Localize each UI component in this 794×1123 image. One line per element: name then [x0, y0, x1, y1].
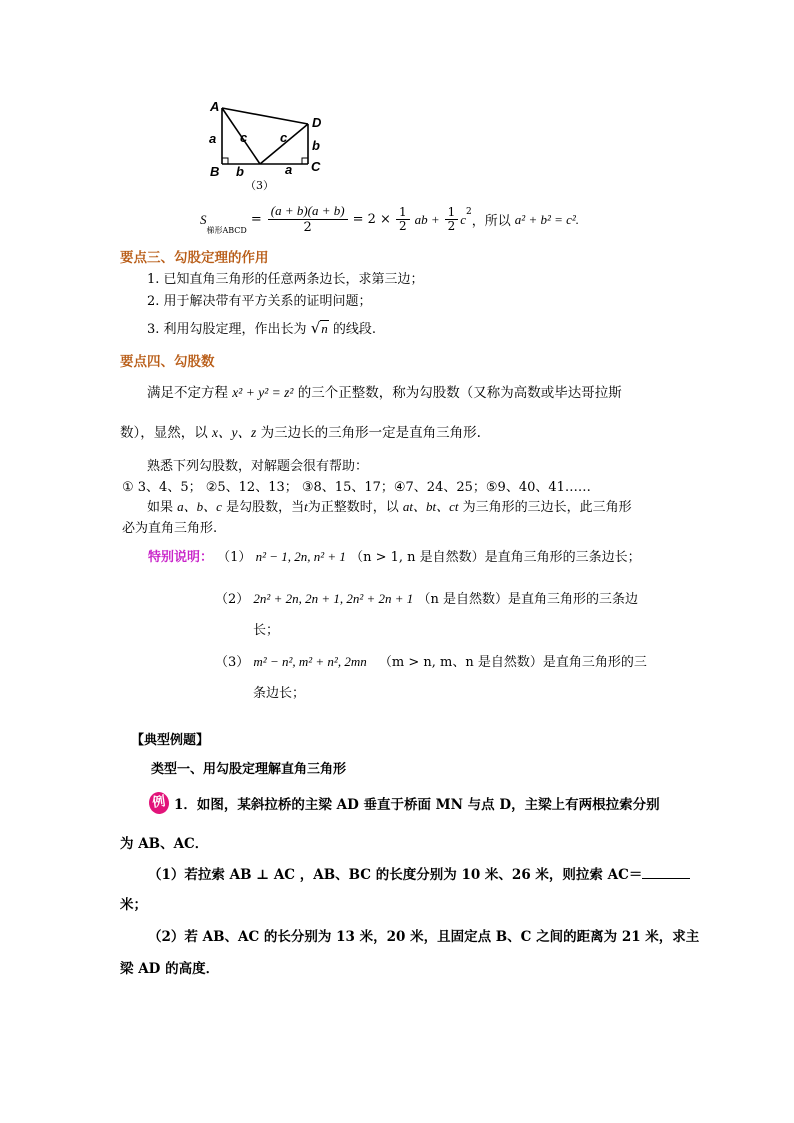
label-side-a-bottom: a	[285, 162, 293, 177]
right-angle-B	[222, 158, 228, 164]
line2-suffix: 为三边长的三角形一定是直角三角形.	[260, 425, 481, 441]
half-num: 1	[396, 206, 410, 220]
example-1-sub1	[148, 863, 690, 883]
special-note-2	[215, 588, 638, 607]
label-side-c-left: c	[240, 130, 248, 145]
section4-line5	[147, 496, 632, 515]
example-1-sub1-cont: 米；	[120, 897, 147, 913]
formula-c2-exp: 2	[466, 207, 472, 217]
special-2-index: （2）	[215, 592, 250, 607]
label-A: A	[210, 99, 220, 114]
right-angle-C	[302, 158, 308, 164]
label-side-a-left: a	[209, 131, 217, 146]
line5-c: 为正整数时，以	[307, 500, 399, 515]
pythagorean-triples: ① 3、4、5； ②5、12、13； ③8、15、17；④7、24、25；⑤9、40、41……	[122, 480, 591, 495]
section4-line3: 熟悉下列勾股数，对解题会很有帮助：	[147, 459, 369, 474]
formula-ab: ab +	[414, 211, 440, 227]
example-1-line1	[149, 792, 660, 814]
example-badge: 例	[148, 791, 171, 816]
special-2-expr: 2n² + 2n, 2n + 1, 2n² + 2n + 1	[253, 591, 414, 606]
special-1-index: （1）	[217, 550, 252, 565]
section4-line1	[147, 381, 622, 401]
line2-vars: x、y、z	[212, 425, 257, 440]
example-1-line2: 为 AB、AC．	[120, 836, 209, 852]
special-3-cond: （m > n, m、n 是自然数）是直角三角形的三	[378, 655, 647, 670]
formula-eq2: = 2 ×	[352, 212, 391, 227]
formula-denominator: 2	[303, 220, 312, 235]
label-side-c-right: c	[280, 130, 288, 145]
special-note-2-cont: 长；	[253, 623, 280, 638]
label-C: C	[311, 159, 321, 174]
example-1-text: 1．如图，某斜拉桥的主梁 AD 垂直于桥面 MN 与点 D，主梁上有两根拉索分别	[174, 797, 660, 813]
section3-item3-sqrt: n	[321, 321, 328, 336]
formula-s-sub: 梯形ABCD	[206, 226, 247, 235]
section3-item3: 3. 利用勾股定理，作出长为 √n 的线段.	[147, 319, 377, 337]
formula-suffix: ，所以	[471, 214, 511, 229]
line1-suffix: 的三个正整数，称为勾股数（又称为高数或毕达哥拉斯	[297, 385, 622, 401]
type1-title: 类型一、用勾股定理解直角三角形	[151, 762, 347, 777]
special-1-expr: n² − 1, 2n, n² + 1	[255, 549, 346, 564]
sub1-text: （1）若拉索 AB ⊥ AC ，AB、BC 的长度分别为 10 米、26 米，则拉索 AC＝	[148, 867, 643, 883]
line5-b: 是勾股数，当	[226, 500, 305, 515]
section3-title: 要点三、勾股定理的作用	[120, 250, 269, 266]
answer-blank[interactable]	[642, 866, 690, 879]
line5-d: 为三角形的三边长，此三角形	[462, 500, 632, 515]
area-formula	[200, 203, 579, 236]
label-B: B	[210, 164, 220, 179]
special-note-3	[215, 651, 647, 670]
formula-s: S	[200, 211, 207, 227]
label-D: D	[312, 115, 322, 130]
formula-fraction	[268, 203, 348, 236]
edge-AD	[222, 108, 308, 124]
example-1-sub2-cont: 梁 AD 的高度．	[120, 961, 220, 977]
formula-numerator: (a + b)(a + b)	[268, 203, 348, 220]
section3-item2: 2. 用于解决带有平方关系的证明问题；	[147, 294, 372, 309]
examples-heading: 【典型例题】	[131, 733, 210, 748]
formula-half-1	[396, 206, 410, 233]
line5-abc: a、b、c	[177, 499, 222, 514]
special-note-1	[148, 546, 641, 565]
section4-line2	[120, 421, 481, 441]
special-2-cond: （n 是自然数）是直角三角形的三条边	[417, 592, 638, 607]
line2-prefix: 数），显然，以	[120, 425, 208, 441]
formula-c2: c	[460, 211, 467, 227]
label-side-b-bottom: b	[236, 164, 244, 179]
line1-equation: x² + y² = z²	[232, 385, 294, 400]
formula-eq1: =	[250, 212, 262, 227]
section4-title: 要点四、勾股数	[120, 354, 215, 370]
line1-prefix: 满足不定方程	[147, 385, 228, 401]
section3-item1: 1. 已知直角三角形的任意两条边长，求第三边；	[147, 272, 424, 287]
formula-half-2	[445, 206, 459, 233]
formula-final: a² + b² = c².	[514, 211, 580, 227]
line5-at: at、bt、ct	[402, 499, 459, 514]
example-1-sub2: （2）若 AB、AC 的长分别为 13 米，20 米，且固定点 B、C 之间的距离为 21 米，求主	[148, 929, 700, 945]
half-den: 2	[398, 219, 407, 233]
section3-item3-prefix: 3. 利用勾股定理，作出长为	[147, 322, 307, 337]
special-note-3-cont: 条边长；	[253, 686, 306, 701]
line5-t: t	[304, 499, 308, 514]
special-1-cond: （n > 1, n 是自然数）是直角三角形的三条边长；	[350, 550, 641, 565]
figure-caption: （3）	[245, 179, 274, 192]
special-label: 特别说明：	[148, 550, 214, 565]
section3-item3-suffix: 的线段.	[332, 322, 377, 337]
special-3-expr: m² − n², m² + n², 2mn	[253, 654, 367, 669]
section4-line6: 必为直角三角形.	[122, 521, 218, 536]
line5-a: 如果	[147, 500, 174, 515]
special-3-index: （3）	[215, 655, 250, 670]
half-num-2: 1	[445, 206, 459, 220]
half-den-2: 2	[447, 219, 456, 233]
label-side-b-right: b	[312, 138, 320, 153]
